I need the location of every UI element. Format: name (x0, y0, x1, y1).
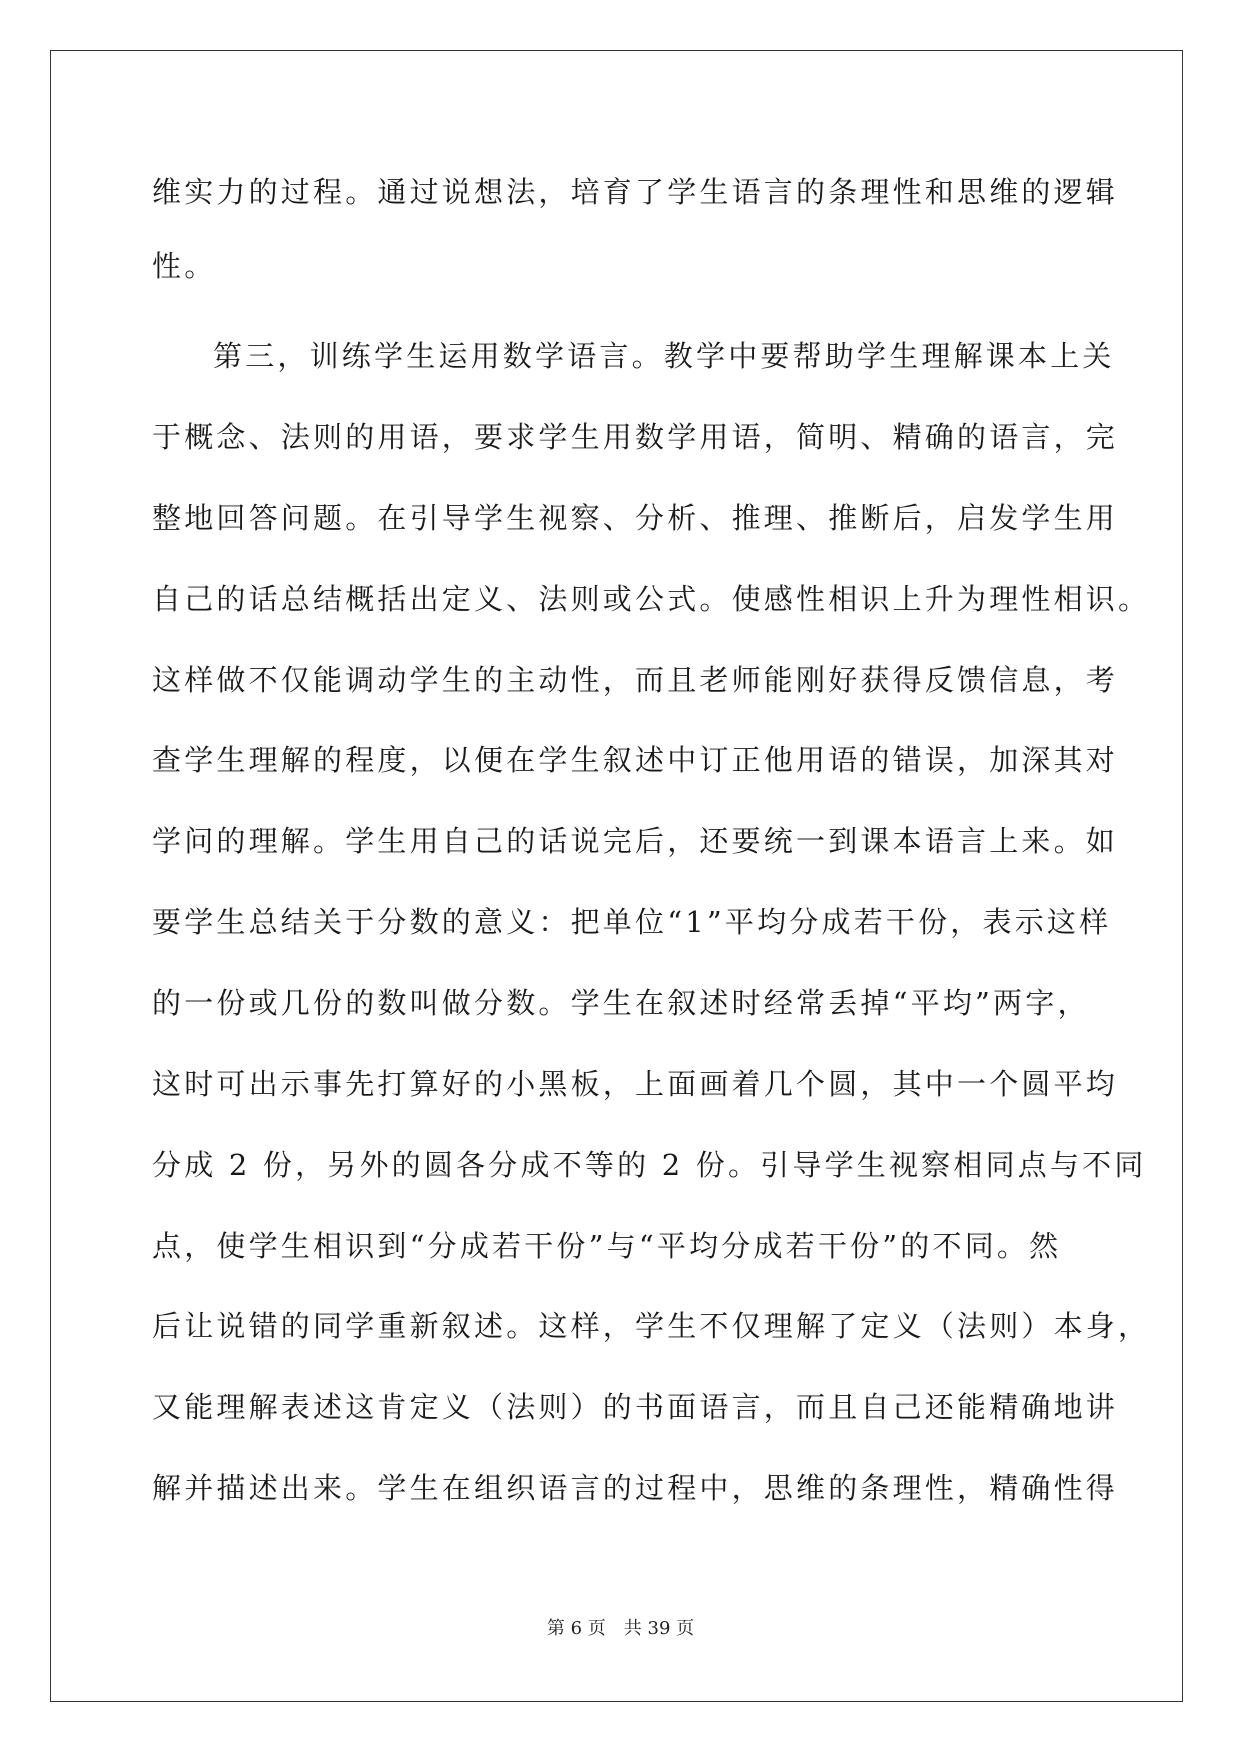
page-footer (0, 1617, 1241, 1641)
body-line-9: 学问的理解。学生用自己的话说完后，还要统一到课本语言上来。如 (152, 824, 1119, 858)
page-number: 第 6 页 (546, 1618, 606, 1639)
body-line-15: 后让说错的同学重新叙述。这样，学生不仅理解了定义（法则）本身， (152, 1309, 1151, 1343)
body-line-16: 又能理解表述这肯定义（法则）的书面语言，而且自己还能精确地讲 (152, 1390, 1119, 1424)
body-line-7: 这样做不仅能调动学生的主动性，而且老师能刚好获得反馈信息，考 (152, 663, 1119, 697)
body-line-13: 分成 2 份，另外的圆各分成不等的 2 份。引导学生视察相同点与不同 (152, 1148, 1147, 1182)
page-border (50, 50, 1183, 1702)
body-line-12: 这时可出示事先打算好的小黑板，上面画着几个圆，其中一个圆平均 (152, 1067, 1119, 1101)
body-line-5: 整地回答问题。在引导学生视察、分析、推理、推断后，启发学生用 (152, 501, 1119, 535)
body-line-10: 要学生总结关于分数的意义：把单位“1”平均分成若干份，表示这样 (152, 905, 1112, 939)
body-line-11: 的一份或几份的数叫做分数。学生在叙述时经常丢掉“平均”两字， (152, 986, 1090, 1020)
body-line-6: 自己的话总结概括出定义、法则或公式。使感性相识上升为理性相识。 (152, 582, 1151, 616)
body-line-14: 点，使学生相识到“分成若干份”与“平均分成若干份”的不同。然 (152, 1229, 1062, 1263)
body-line-1: 维实力的过程。通过说想法，培育了学生语言的条理性和思维的逻辑 (152, 175, 1119, 209)
page-total: 共 39 页 (623, 1618, 695, 1639)
body-line-8: 查学生理解的程度，以便在学生叙述中订正他用语的错误，加深其对 (152, 743, 1119, 777)
body-line-2: 性。 (152, 249, 217, 283)
paragraph-start-line: 第三，训练学生运用数学语言。教学中要帮助学生理解课本上关 (213, 339, 1115, 373)
body-line-4: 于概念、法则的用语，要求学生用数学用语，简明、精确的语言，完 (152, 420, 1119, 454)
body-line-17: 解并描述出来。学生在组织语言的过程中，思维的条理性，精确性得 (152, 1471, 1119, 1505)
